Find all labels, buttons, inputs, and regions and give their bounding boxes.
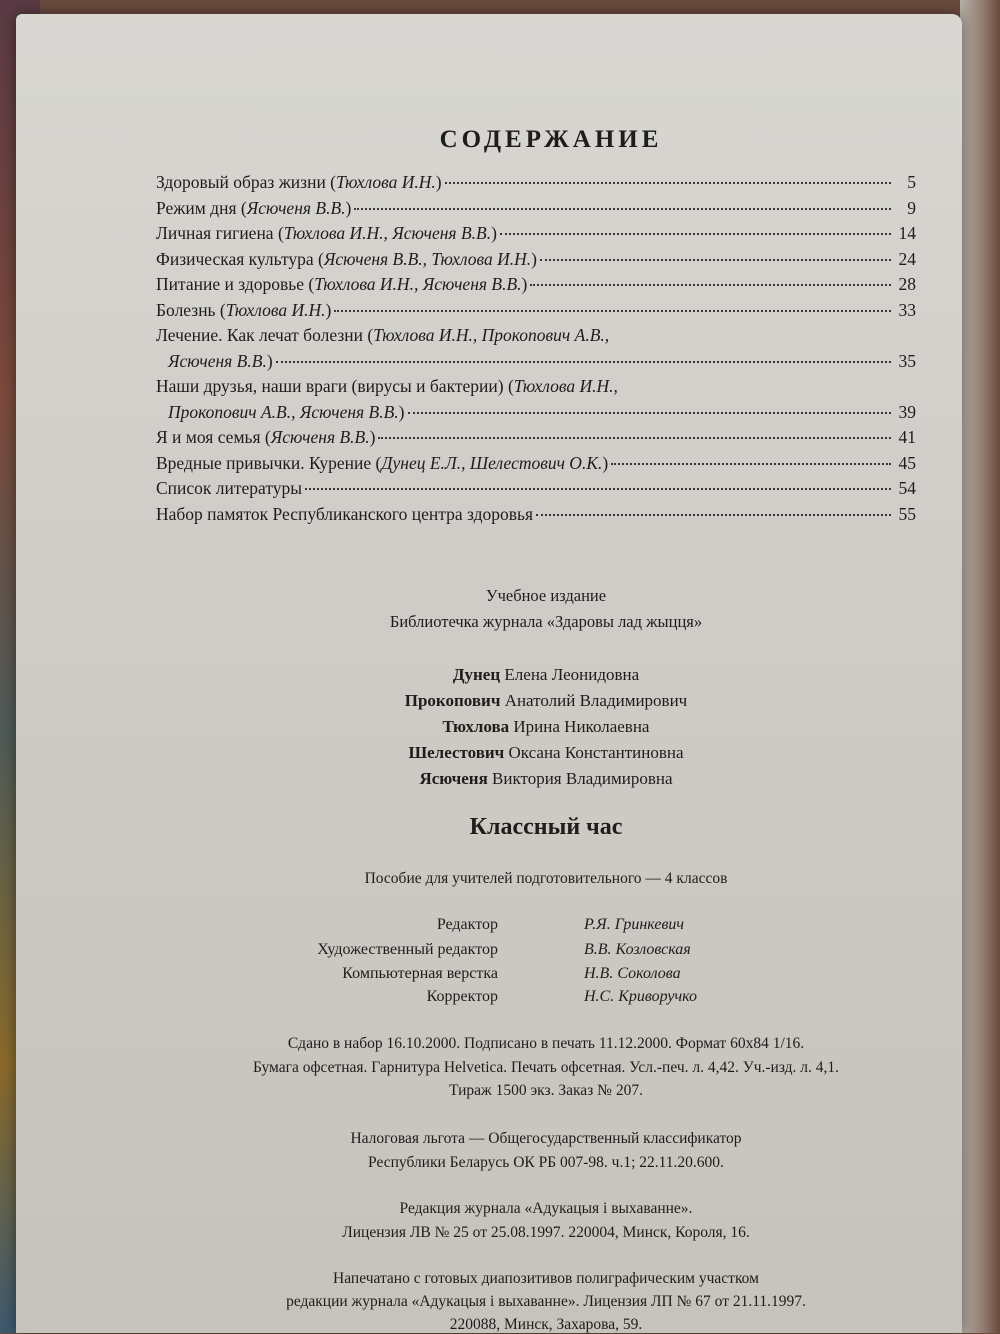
toc-entry <box>156 376 916 402</box>
author-line <box>156 691 936 711</box>
book-subtitle: Пособие для учителей подготовительного — 4 классов <box>364 870 728 887</box>
toc-entry-text: Здоровый образ жизни ( <box>156 172 337 192</box>
toc-entry <box>156 402 916 428</box>
toc-entry <box>156 172 916 198</box>
toc-entry-close: ) <box>521 274 528 294</box>
toc-entry-text: Наши друзья, наши враги (вирусы и бактерии) ( <box>156 376 514 396</box>
toc-leader-dots <box>334 309 891 312</box>
toc-leader-dots <box>378 436 891 439</box>
toc-entry-text: Личная гигиена ( <box>156 223 284 243</box>
toc-entry-authors: Тюхлова И.Н. <box>336 172 436 192</box>
toc-entry-text: Я и моя семья ( <box>156 427 271 447</box>
toc-entry-close: ) <box>491 223 497 243</box>
toc-entry-text: Болезнь ( <box>156 299 226 320</box>
toc-entry-title <box>156 198 351 219</box>
author-name: Виктория Владимировна <box>492 769 673 788</box>
printing-line: редакции журнала «Адукацыя і выхаванне». Лицензия ЛП № 67 от 21.11.1997. <box>286 1293 806 1310</box>
author-line <box>156 769 936 789</box>
toc-entry-title <box>156 453 608 474</box>
toc-page-number: 54 <box>898 478 916 498</box>
toc-entry-text: Лечение. Как лечат болезни ( <box>156 325 374 345</box>
toc-entry <box>156 325 916 351</box>
toc-entry-title <box>168 351 273 372</box>
toc-page-number: 35 <box>898 350 916 371</box>
toc-entry <box>156 223 916 249</box>
author-name: Ирина Николаевна <box>513 717 650 736</box>
toc-entry <box>156 478 916 504</box>
toc-entry-close: ) <box>435 172 442 192</box>
toc-entry <box>156 300 916 326</box>
toc-entry-authors: Тюхлова И.Н., Ясюченя В.В. <box>283 223 492 243</box>
toc-entry-title <box>156 504 533 525</box>
toc-leader-dots <box>611 462 891 465</box>
toc-entry-title <box>156 274 527 295</box>
toc-page-number: 41 <box>898 427 916 447</box>
toc-entry-title <box>156 223 497 244</box>
toc-entry <box>156 453 916 479</box>
toc-entry-authors: Тюхлова И.Н., <box>513 376 618 396</box>
author-name: Оксана Константиновна <box>508 743 684 762</box>
toc-leader-dots <box>445 181 891 184</box>
edition-series: Библиотечка журнала «Здаровы лад жыцця» <box>389 612 703 631</box>
toc-entry-text: Режим дня ( <box>156 197 247 218</box>
tax-line: Налоговая льгота — Общегосударственный классификатор <box>350 1130 742 1147</box>
toc-page-number: 39 <box>898 401 916 422</box>
toc-entry-authors: Тюхлова И.Н., Ясюченя В.В. <box>314 274 522 294</box>
toc-entry <box>156 198 916 224</box>
toc-entry-title <box>156 249 537 270</box>
toc-entry-authors: Тюхлова И.Н., Прокопович А.В., <box>373 325 610 345</box>
toc-entry <box>156 351 916 377</box>
staff-name: В.В. Козловская <box>584 941 691 958</box>
toc-entry-title <box>156 300 331 321</box>
toc-entry-title <box>168 402 405 423</box>
author-line <box>156 717 936 737</box>
toc-entry-close: ) <box>602 452 609 473</box>
author-name: Елена Леонидовна <box>504 665 640 684</box>
editorial-line: Лицензия ЛВ № 25 от 25.08.1997. 220004, Минск, Короля, 16. <box>342 1224 750 1241</box>
toc-page-number: 55 <box>898 503 916 524</box>
toc-entry-close: ) <box>398 401 405 422</box>
toc-entry-authors: Ясюченя В.В. <box>168 350 267 371</box>
imprint-line: Сдано в набор 16.10.2000. Подписано в печать 11.12.2000. Формат 60х84 1/16. <box>287 1035 805 1052</box>
toc-page-number: 14 <box>898 223 916 243</box>
staff-role: Компьютерная верстка <box>342 965 498 982</box>
toc-page-number: 45 <box>898 452 916 473</box>
staff-name: Н.В. Соколова <box>584 965 681 982</box>
toc-entry-text: Физическая культура ( <box>156 248 324 269</box>
staff-role: Редактор <box>436 916 498 933</box>
toc-page-number: 28 <box>898 274 916 294</box>
author-surname: Прокопович <box>404 691 501 710</box>
staff-name: Н.С. Криворучко <box>584 988 697 1005</box>
toc-entry-title <box>156 325 609 346</box>
edition-type: Учебное издание <box>485 586 607 605</box>
author-line <box>156 743 936 763</box>
imprint-line: Бумага офсетная. Гарнитура Helvetica. Печать офсетная. Усл.-печ. л. 4,42. Уч.-изд. л. 4,1. <box>252 1059 840 1076</box>
toc-entry-authors: Ясюченя В.В. <box>246 197 346 218</box>
toc-leader-dots <box>276 360 891 363</box>
toc-entry-authors: Ясюченя В.В. <box>270 427 370 447</box>
toc-leader-dots <box>500 232 891 235</box>
toc-entry-authors: Тюхлова И.Н. <box>225 299 326 320</box>
toc-page-number: 24 <box>898 248 916 269</box>
author-name: Анатолий Владимирович <box>504 691 688 710</box>
toc-entry <box>156 274 916 300</box>
staff-name: Р.Я. Гринкевич <box>584 916 685 933</box>
toc-entry-text: Список литературы <box>156 478 303 498</box>
printing-line: Напечатано с готовых диапозитивов полиграфическим участком <box>333 1270 759 1287</box>
toc-entry-text: Набор памяток Республиканского центра здоровья <box>156 503 534 524</box>
toc-entry-text: Вредные привычки. Курение ( <box>156 452 382 473</box>
book-title: Классный час <box>469 814 623 840</box>
toc-entry-title <box>156 172 442 193</box>
toc-leader-dots <box>540 258 891 261</box>
author-surname: Шелестович <box>408 743 505 762</box>
toc-entry-title <box>156 427 375 448</box>
toc-leader-dots <box>530 283 891 286</box>
toc-entry-title <box>156 376 618 397</box>
toc-entry-title <box>156 478 302 499</box>
toc-leader-dots <box>305 487 891 490</box>
toc-entry-close: ) <box>369 427 376 447</box>
toc-page-number: 5 <box>907 172 916 192</box>
table-of-contents <box>156 172 916 529</box>
author-surname: Ясюченя <box>419 769 488 788</box>
author-surname: Тюхлова <box>442 717 510 736</box>
book-page <box>16 14 962 1333</box>
editorial-line: Редакция журнала «Адукацыя і выхаванне». <box>399 1200 693 1217</box>
toc-entry-close: ) <box>325 299 332 320</box>
toc-entry-close: ) <box>266 350 273 371</box>
background-right <box>960 0 1000 1333</box>
toc-leader-dots <box>408 411 892 414</box>
toc-leader-dots <box>536 513 891 516</box>
toc-entry <box>156 427 916 453</box>
toc-entry-close: ) <box>531 248 537 269</box>
toc-entry-authors: Ясюченя В.В., Тюхлова И.Н. <box>323 248 532 269</box>
toc-leader-dots <box>354 207 891 210</box>
page-content <box>16 14 962 1333</box>
printing-line: 220088, Минск, Захарова, 59. <box>449 1316 643 1333</box>
imprint-line: Тираж 1500 экз. Заказ № 207. <box>449 1082 643 1099</box>
staff-role: Художественный редактор <box>317 941 498 958</box>
author-surname: Дунец <box>452 665 501 684</box>
author-line <box>156 665 936 685</box>
toc-entry-close: ) <box>345 197 352 218</box>
tax-line: Республики Беларусь ОК РБ 007-98. ч.1; 22.11.20.600. <box>368 1154 724 1171</box>
toc-entry-authors: Прокопович А.В., Ясюченя В.В. <box>168 401 399 422</box>
toc-page-number: 9 <box>907 197 916 218</box>
toc-page-number: 33 <box>898 299 916 320</box>
toc-entry <box>156 249 916 275</box>
toc-title: СОДЕРЖАНИЕ <box>439 126 663 153</box>
toc-entry-authors: Дунец Е.Л., Шелестович О.К. <box>381 452 603 473</box>
toc-entry-text: Питание и здоровье ( <box>156 274 315 294</box>
staff-role: Корректор <box>426 988 498 1005</box>
toc-entry <box>156 504 916 530</box>
